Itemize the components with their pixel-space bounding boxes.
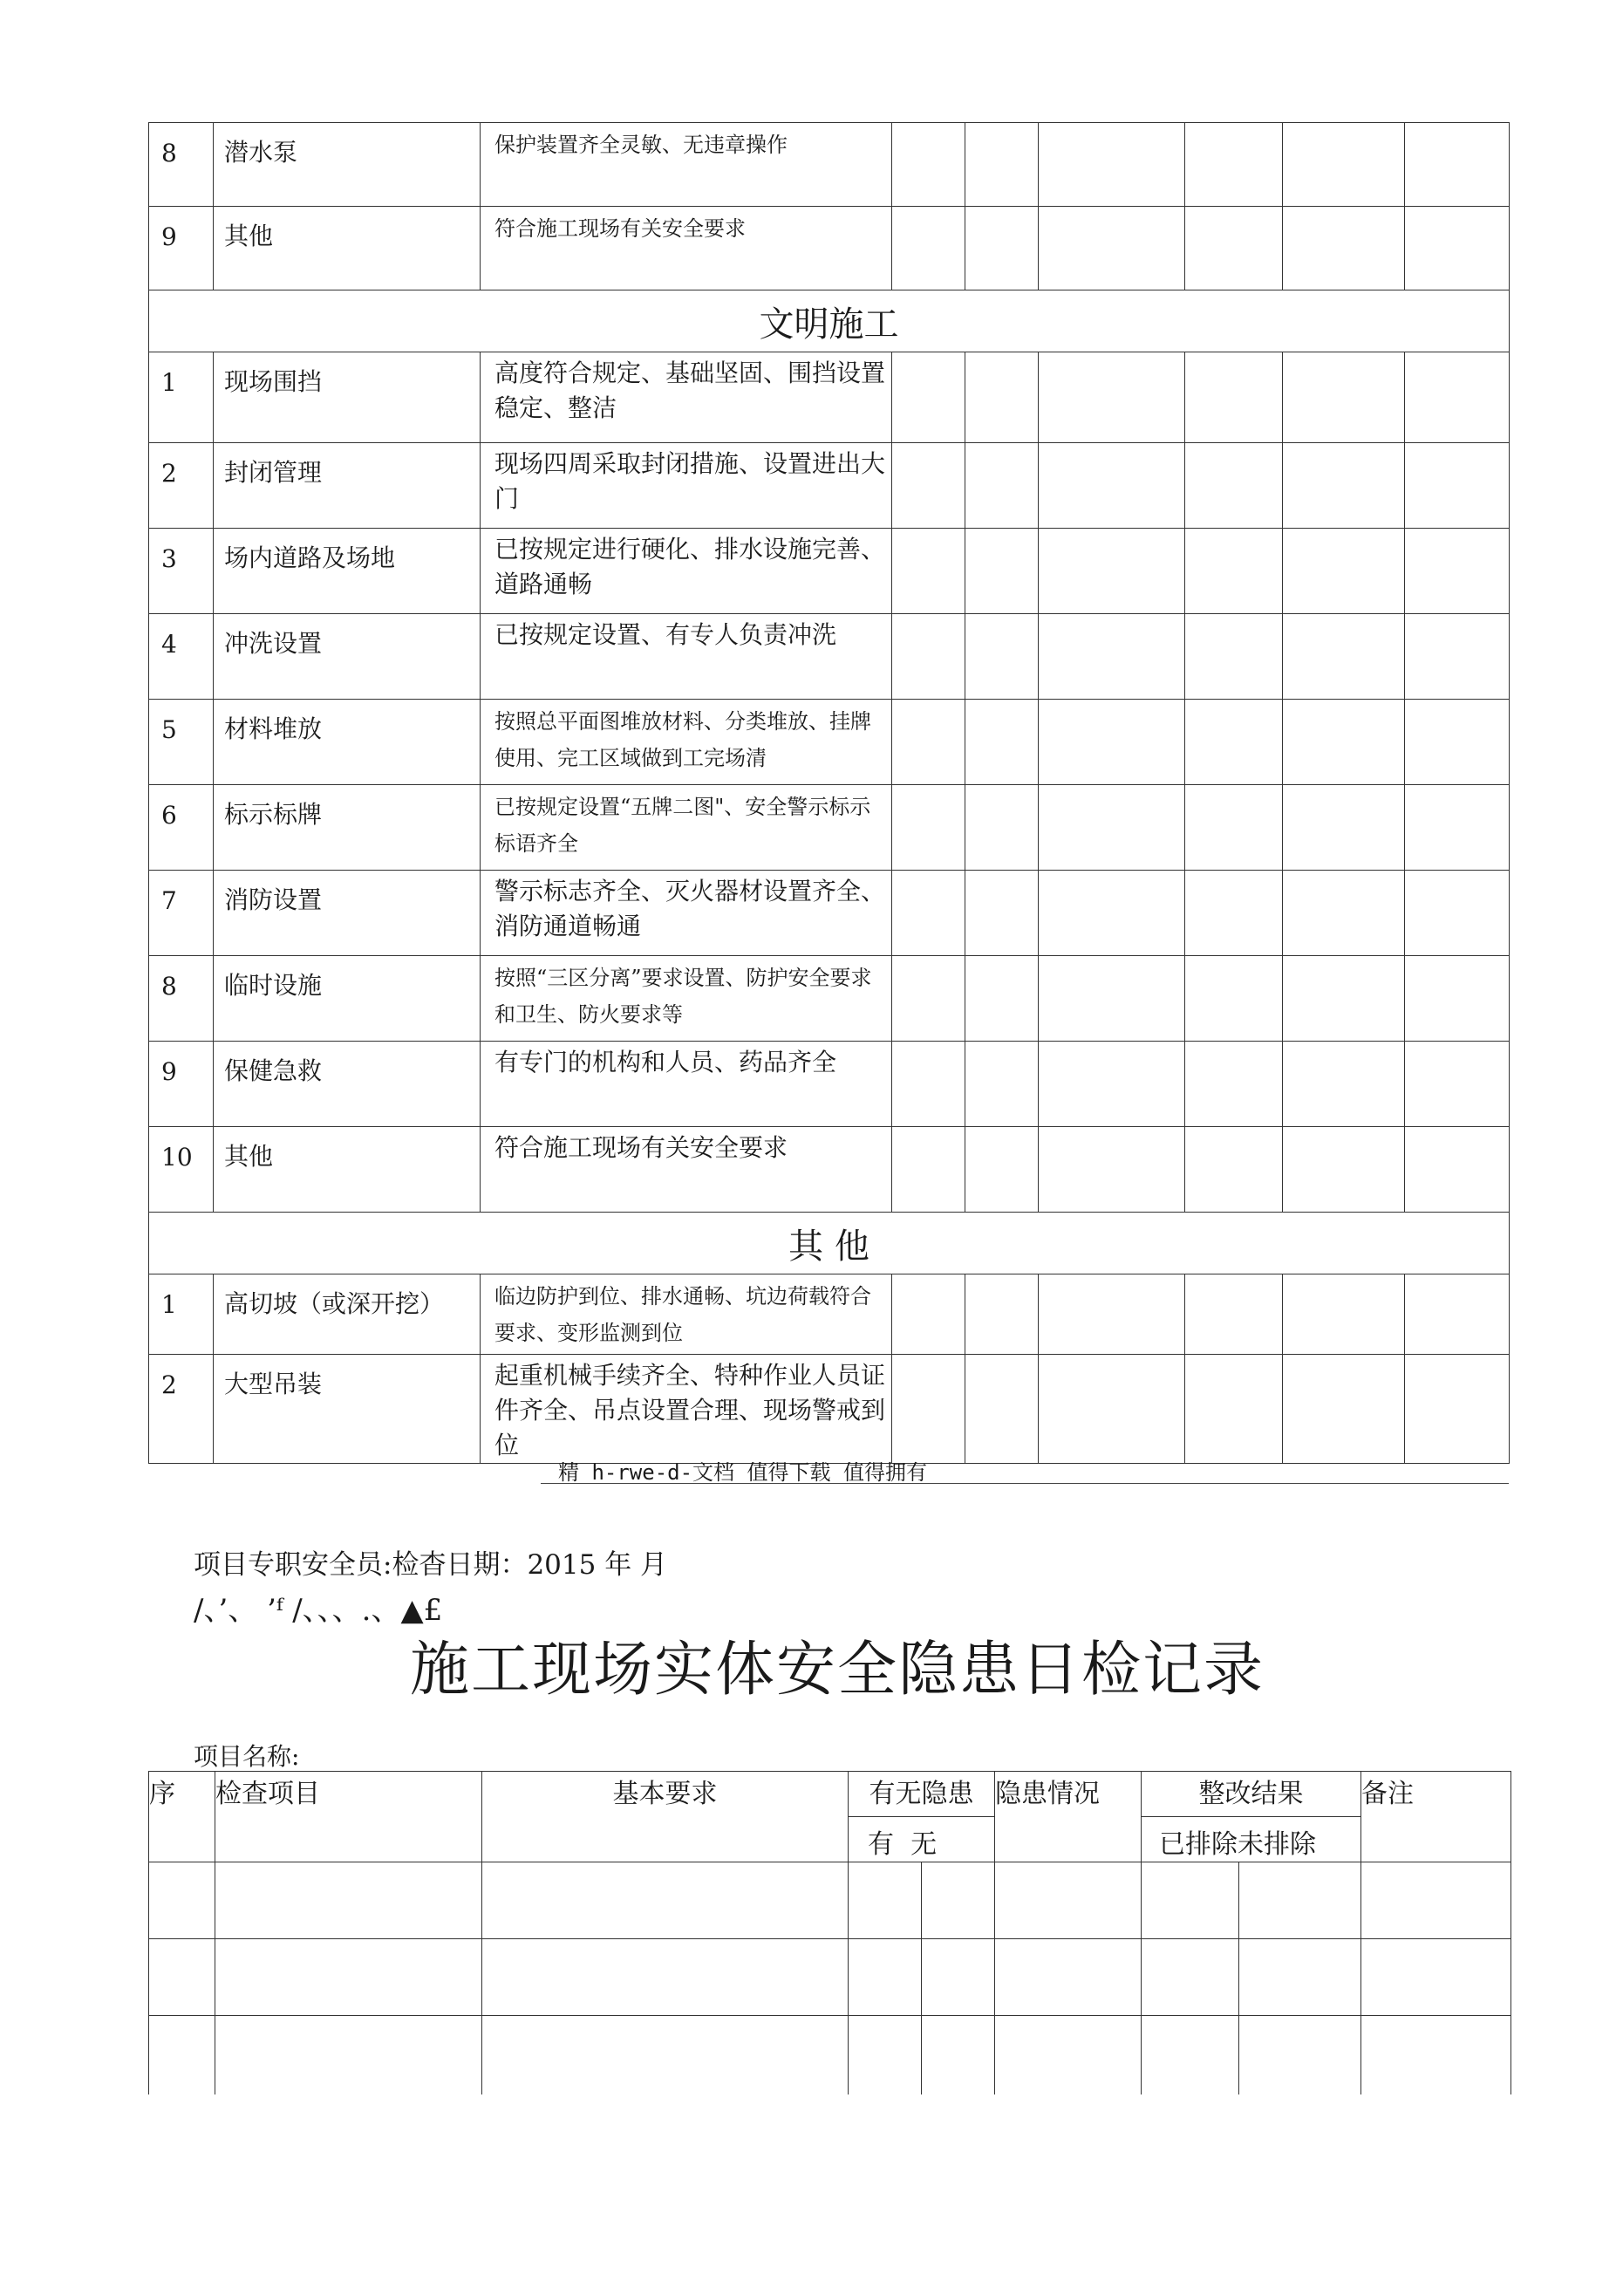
blank-cell <box>892 352 965 443</box>
blank-cell <box>1185 871 1283 956</box>
section-civilized-construction <box>149 290 1510 352</box>
blank-cell <box>892 871 965 956</box>
blank-cell <box>1405 123 1510 207</box>
daily-check-table <box>148 1771 1511 2094</box>
blank-cell <box>1039 1355 1185 1464</box>
blank-cell <box>1283 1274 1405 1355</box>
table-row <box>149 871 1510 956</box>
blank-cell <box>892 700 965 785</box>
blank-cell <box>1039 871 1185 956</box>
blank-cell <box>1283 956 1405 1042</box>
header-situation: 隐患情况 <box>995 1772 1142 1862</box>
table-row <box>149 700 1510 785</box>
requirement: 已按规定设置“五牌二图"、安全警示标示标语齐全 <box>481 785 892 871</box>
section-other-title: 其 他 <box>149 1213 1510 1274</box>
requirement: 已按规定设置、有专人负责冲洗 <box>481 614 892 700</box>
check-item: 冲洗设置 <box>214 614 481 700</box>
section-other <box>149 1213 1510 1274</box>
blank-cell <box>965 956 1039 1042</box>
row-number: 2 <box>149 1355 214 1464</box>
row-number: 1 <box>149 352 214 443</box>
blank-cell <box>1405 1127 1510 1213</box>
blank-cell <box>1039 1127 1185 1213</box>
table-row <box>149 956 1510 1042</box>
blank-cell <box>1185 352 1283 443</box>
blank-cell <box>965 1274 1039 1355</box>
blank-cell <box>1039 700 1185 785</box>
row-number: 8 <box>149 956 214 1042</box>
check-item: 材料堆放 <box>214 700 481 785</box>
table-row <box>149 207 1510 290</box>
page-title: 施工现场实体安全隐患日检记录 <box>410 1636 1265 1705</box>
table-row <box>149 123 1510 207</box>
blank-cell <box>1039 529 1185 614</box>
check-item: 标示标牌 <box>214 785 481 871</box>
check-item: 其他 <box>214 1127 481 1213</box>
row-number: 7 <box>149 871 214 956</box>
blank-cell <box>965 871 1039 956</box>
row-number: 8 <box>149 123 214 207</box>
blank-cell <box>1405 1355 1510 1464</box>
header-item: 检查项目 <box>215 1772 482 1862</box>
table-row <box>149 1127 1510 1213</box>
header-hazard: 有无隐患 <box>849 1772 995 1817</box>
blank-cell <box>1283 1127 1405 1213</box>
blank-cell <box>1039 785 1185 871</box>
check-item: 封闭管理 <box>214 443 481 529</box>
blank-cell <box>965 123 1039 207</box>
row-number: 10 <box>149 1127 214 1213</box>
requirement: 保护装置齐全灵敏、无违章操作 <box>481 123 892 207</box>
check-item: 其他 <box>214 207 481 290</box>
table-row <box>149 352 1510 443</box>
blank-cell <box>1283 443 1405 529</box>
project-name-label: 项目名称: <box>194 1742 300 1771</box>
blank-cell <box>1283 207 1405 290</box>
blank-cell <box>1283 700 1405 785</box>
row-number: 9 <box>149 1042 214 1127</box>
table-row <box>149 529 1510 614</box>
blank-cell <box>965 1042 1039 1127</box>
header-has: 有 <box>868 1829 894 1860</box>
check-item: 临时设施 <box>214 956 481 1042</box>
check-item: 现场围挡 <box>214 352 481 443</box>
watermark-text: 精 h-rwe-d-文档 值得下载 值得拥有 <box>558 1460 927 1485</box>
blank-cell <box>1283 529 1405 614</box>
blank-cell <box>892 1042 965 1127</box>
table-row <box>149 1939 1511 2016</box>
requirement: 符合施工现场有关安全要求 <box>481 1127 892 1213</box>
blank-cell <box>965 1127 1039 1213</box>
blank-cell <box>892 614 965 700</box>
blank-cell <box>965 529 1039 614</box>
requirement: 现场四周采取封闭措施、设置进出大门 <box>481 443 892 529</box>
requirement: 起重机械手续齐全、特种作业人员证件齐全、吊点设置合理、现场警戒到位 <box>481 1355 892 1464</box>
row-number: 2 <box>149 443 214 529</box>
blank-cell <box>965 443 1039 529</box>
blank-cell <box>892 529 965 614</box>
header-req: 基本要求 <box>482 1772 849 1862</box>
blank-cell <box>892 785 965 871</box>
blank-cell <box>1185 785 1283 871</box>
requirement: 高度符合规定、基础坚固、围挡设置稳定、整洁 <box>481 352 892 443</box>
requirement: 临边防护到位、排水通畅、坑边荷载符合要求、变形监测到位 <box>481 1274 892 1355</box>
blank-cell <box>1283 352 1405 443</box>
header-has-none <box>849 1817 995 1862</box>
requirement: 已按规定进行硬化、排水设施完善、道路通畅 <box>481 529 892 614</box>
blank-cell <box>1185 443 1283 529</box>
header-cleared: 已排除未排除 <box>1142 1817 1361 1862</box>
blank-cell <box>1185 614 1283 700</box>
header-none: 无 <box>910 1829 938 1860</box>
blank-cell <box>1185 1042 1283 1127</box>
blank-cell <box>1405 529 1510 614</box>
blank-cell <box>1405 700 1510 785</box>
blank-cell <box>965 785 1039 871</box>
blank-cell <box>1185 529 1283 614</box>
header-result: 整改结果 <box>1142 1772 1361 1817</box>
table-row <box>149 443 1510 529</box>
blank-cell <box>1039 443 1185 529</box>
blank-cell <box>1039 614 1185 700</box>
requirement: 有专门的机构和人员、药品齐全 <box>481 1042 892 1127</box>
blank-cell <box>892 1355 965 1464</box>
blank-cell <box>1039 1274 1185 1355</box>
inspection-table-continued <box>148 122 1510 1464</box>
blank-cell <box>1039 207 1185 290</box>
blank-cell <box>1405 207 1510 290</box>
blank-cell <box>892 1127 965 1213</box>
blank-cell <box>1405 1274 1510 1355</box>
row-number: 5 <box>149 700 214 785</box>
row-number: 6 <box>149 785 214 871</box>
signature-line: 项目专职安全员:检杳日期：2015 年 月 <box>194 1549 668 1581</box>
check-item: 高切坡（或深开挖） <box>214 1274 481 1355</box>
blank-cell <box>965 614 1039 700</box>
blank-cell <box>965 352 1039 443</box>
header-seq: 序 <box>149 1772 215 1862</box>
check-item: 场内道路及场地 <box>214 529 481 614</box>
blank-cell <box>1185 956 1283 1042</box>
blank-cell <box>1405 1042 1510 1127</box>
table-row <box>149 785 1510 871</box>
blank-cell <box>1283 1355 1405 1464</box>
blank-cell <box>1185 700 1283 785</box>
row-number: 4 <box>149 614 214 700</box>
blank-cell <box>1185 123 1283 207</box>
check-item: 大型吊装 <box>214 1355 481 1464</box>
requirement: 警示标志齐全、灭火器材设置齐全、消防通道畅通 <box>481 871 892 956</box>
blank-cell <box>1405 785 1510 871</box>
requirement: 按照“三区分离”要求设置、防护安全要求和卫生、防火要求等 <box>481 956 892 1042</box>
table-row <box>149 614 1510 700</box>
blank-cell <box>892 443 965 529</box>
blank-cell <box>1039 1042 1185 1127</box>
requirement: 符合施工现场有关安全要求 <box>481 207 892 290</box>
blank-cell <box>1185 207 1283 290</box>
table-row <box>149 1355 1510 1464</box>
blank-cell <box>892 1274 965 1355</box>
blank-cell <box>965 207 1039 290</box>
blank-cell <box>1039 123 1185 207</box>
row-number: 9 <box>149 207 214 290</box>
blank-cell <box>1185 1274 1283 1355</box>
table-row <box>149 1042 1510 1127</box>
blank-cell <box>1185 1127 1283 1213</box>
blank-cell <box>1405 871 1510 956</box>
table-row <box>149 1274 1510 1355</box>
garbled-line: /、’、 ’ᶠ /、、、.、▲£ <box>194 1593 443 1628</box>
blank-cell <box>1039 956 1185 1042</box>
check-item: 潜水泵 <box>214 123 481 207</box>
blank-cell <box>1283 785 1405 871</box>
header-remark: 备注 <box>1361 1772 1511 1862</box>
check-item: 消防设置 <box>214 871 481 956</box>
blank-cell <box>1039 352 1185 443</box>
blank-cell <box>892 956 965 1042</box>
table-row <box>149 1862 1511 1939</box>
blank-cell <box>1283 1042 1405 1127</box>
section-civilized-construction-title: 文明施工 <box>149 290 1510 352</box>
blank-cell <box>1405 352 1510 443</box>
row-number: 3 <box>149 529 214 614</box>
blank-cell <box>1283 123 1405 207</box>
blank-cell <box>1185 1355 1283 1464</box>
check-item: 保健急救 <box>214 1042 481 1127</box>
table-row <box>149 2016 1511 2094</box>
blank-cell <box>892 207 965 290</box>
blank-cell <box>965 700 1039 785</box>
blank-cell <box>1283 871 1405 956</box>
blank-cell <box>1405 614 1510 700</box>
row-number: 1 <box>149 1274 214 1355</box>
blank-cell <box>1283 614 1405 700</box>
requirement: 按照总平面图堆放材料、分类堆放、挂牌使用、完工区域做到工完场清 <box>481 700 892 785</box>
blank-cell <box>965 1355 1039 1464</box>
blank-cell <box>892 123 965 207</box>
blank-cell <box>1405 956 1510 1042</box>
blank-cell <box>1405 443 1510 529</box>
